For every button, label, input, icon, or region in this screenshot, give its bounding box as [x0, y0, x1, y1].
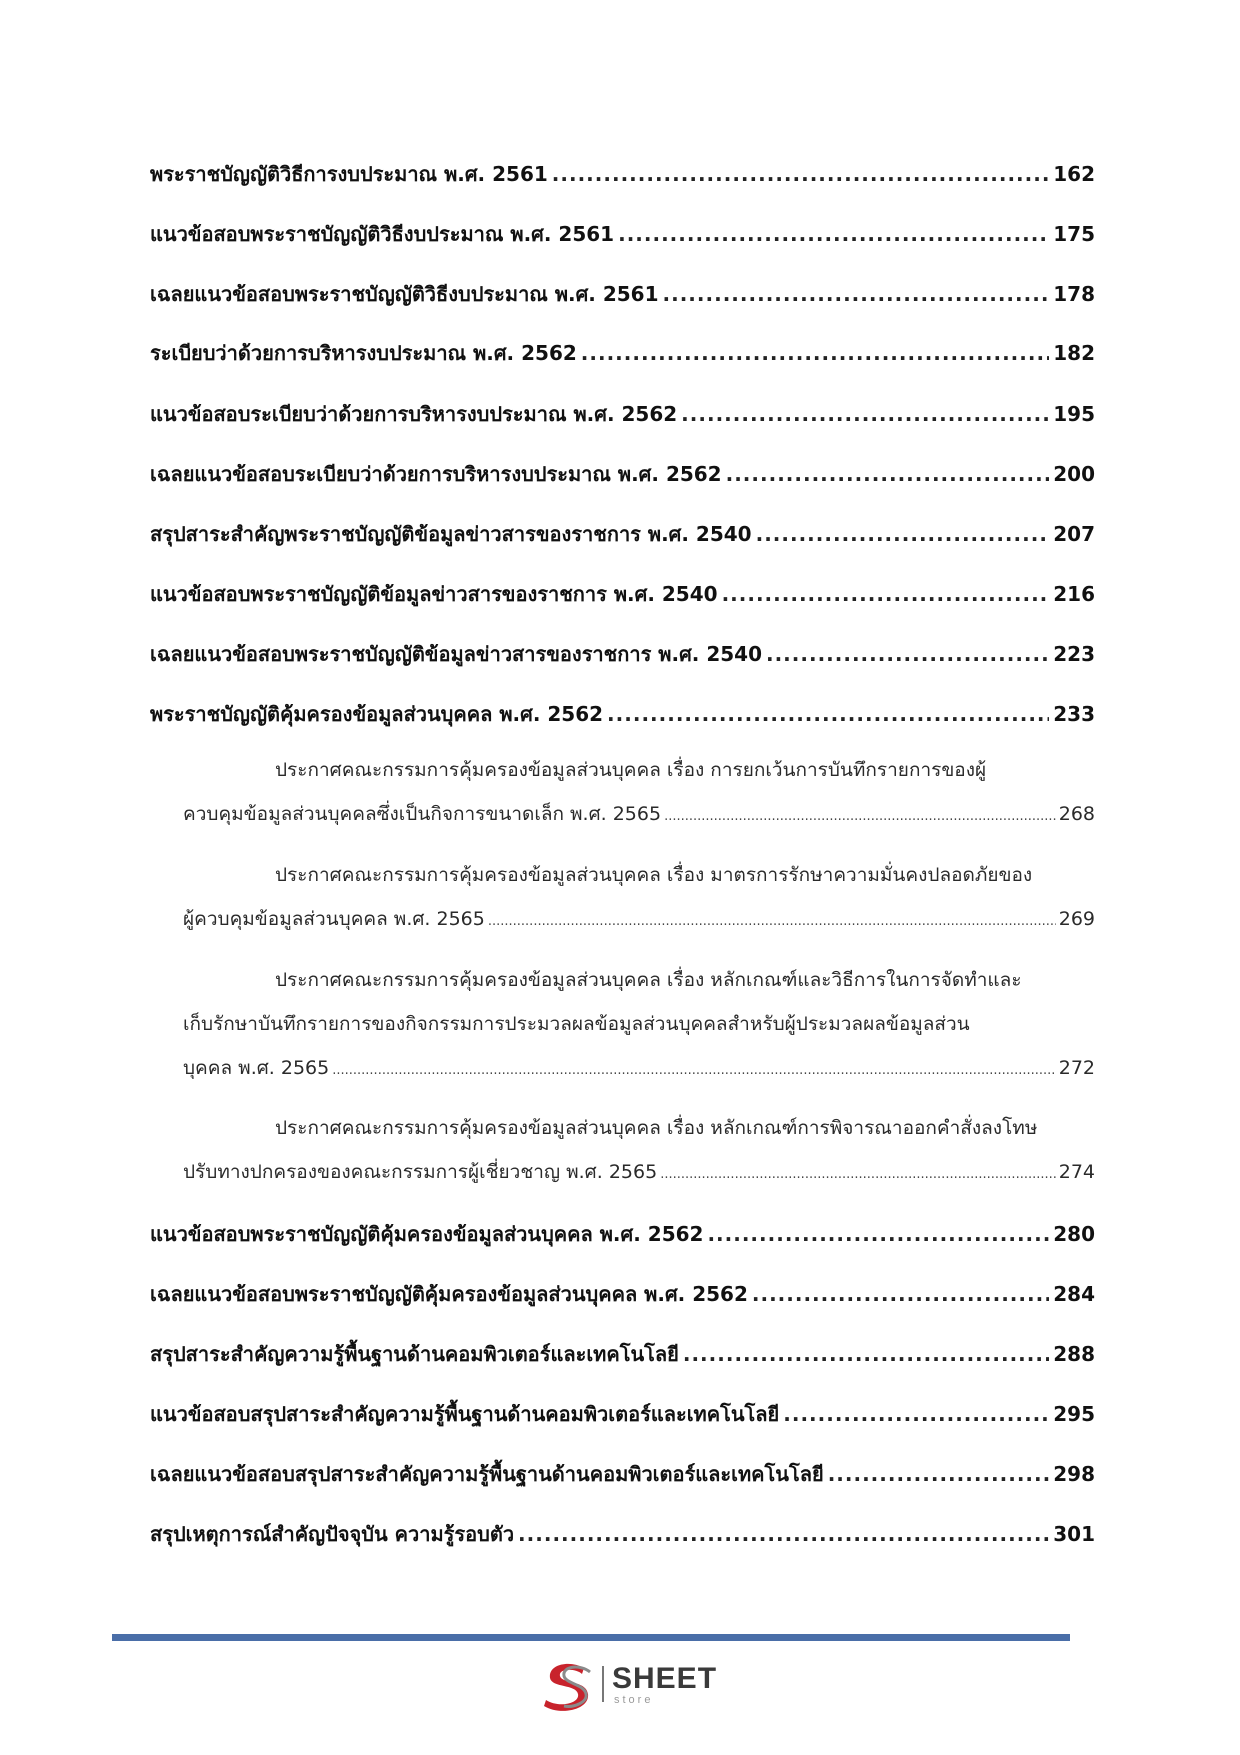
toc-entry-page: 216 [1053, 582, 1095, 606]
toc-sub-entry-page: 269 [1058, 908, 1095, 930]
toc-leader-dots [756, 522, 1050, 546]
toc-entry[interactable] [150, 458, 1095, 490]
toc-leader-dots [664, 809, 1056, 824]
toc-entry[interactable] [150, 1218, 1095, 1250]
logo-text: SHEET [612, 1662, 718, 1695]
toc-entry-title: เฉลยแนวข้อสอบระเบียบว่าด้วยการบริหารงบประมาณ พ.ศ. 2562 [150, 462, 722, 486]
logo-subtext: store [614, 1694, 654, 1706]
toc-entry[interactable] [150, 1518, 1095, 1550]
toc-leader-dots [552, 162, 1049, 186]
toc-sub-entry-line: ปรับทางปกครองของคณะกรรมการผู้เชี่ยวชาญ พ.ศ. 2565 [183, 1161, 658, 1183]
toc-entry-title: เฉลยแนวข้อสอบสรุปสาระสำคัญความรู้พื้นฐานด้านคอมพิวเตอร์และเทคโนโลยี [150, 1462, 824, 1486]
toc-leader-dots [488, 914, 1056, 929]
toc-entry-title: สรุปเหตุการณ์สำคัญปัจจุบัน ความรู้รอบตัว [150, 1522, 515, 1546]
toc-sub-entry-page: 268 [1058, 803, 1095, 825]
toc-leader-dots [683, 1342, 1049, 1366]
toc-leader-dots [581, 341, 1049, 365]
toc-entry-title: สรุปสาระสำคัญความรู้พื้นฐานด้านคอมพิวเตอร์และเทคโนโลยี [150, 1342, 679, 1366]
toc-entry-title: พระราชบัญญัติวิธีการงบประมาณ พ.ศ. 2561 [150, 162, 548, 186]
toc-sub-entry-line: ประกาศคณะกรรมการคุ้มครองข้อมูลส่วนบุคคล เรื่อง หลักเกณฑ์และวิธีการในการจัดทำและ [275, 969, 1022, 991]
toc-sub-entry-line: ประกาศคณะกรรมการคุ้มครองข้อมูลส่วนบุคคล เรื่อง มาตรการรักษาความมั่นคงปลอดภัยของ [275, 864, 1033, 886]
toc-entry-page: 295 [1053, 1402, 1095, 1426]
toc-entry-title: แนวข้อสอบพระราชบัญญัติวิธีงบประมาณ พ.ศ. 2561 [150, 222, 615, 246]
toc-leader-dots [828, 1462, 1050, 1486]
toc-entry-page: 195 [1053, 402, 1095, 426]
toc-entry[interactable] [150, 1278, 1095, 1310]
toc-leader-dots [518, 1522, 1049, 1546]
toc-entry-page: 162 [1053, 162, 1095, 186]
toc-entry-page: 223 [1053, 642, 1095, 666]
toc-leader-dots [607, 702, 1049, 726]
toc-entry[interactable] [150, 698, 1095, 730]
toc-entry[interactable] [150, 1338, 1095, 1370]
toc-entry[interactable] [150, 278, 1095, 310]
toc-entry-title: แนวข้อสอบพระราชบัญญัติคุ้มครองข้อมูลส่วนบุคคล พ.ศ. 2562 [150, 1222, 704, 1246]
toc-leader-dots [752, 1282, 1049, 1306]
toc-entry-title: เฉลยแนวข้อสอบพระราชบัญญัติข้อมูลข่าวสารของราชการ พ.ศ. 2540 [150, 642, 762, 666]
toc-entry-page: 280 [1053, 1222, 1095, 1246]
toc-entry-page: 284 [1053, 1282, 1095, 1306]
toc-entry[interactable] [150, 218, 1095, 250]
toc-leader-dots [726, 462, 1050, 486]
toc-leader-dots [681, 402, 1049, 426]
logo-divider [602, 1666, 604, 1702]
toc-entry[interactable] [150, 578, 1095, 610]
toc-leader-dots [332, 1063, 1056, 1078]
toc-entry-page: 175 [1053, 222, 1095, 246]
toc-entry-page: 301 [1053, 1522, 1095, 1546]
toc-entry-page: 200 [1053, 462, 1095, 486]
toc-entry-page: 178 [1053, 282, 1095, 306]
toc-entry-title: แนวข้อสอบสรุปสาระสำคัญความรู้พื้นฐานด้านคอมพิวเตอร์และเทคโนโลยี [150, 1402, 780, 1426]
toc-leader-dots [783, 1402, 1049, 1426]
toc-entry[interactable] [150, 518, 1095, 550]
toc-entry[interactable] [150, 398, 1095, 430]
toc-leader-dots [660, 1167, 1056, 1182]
toc-entry-title: แนวข้อสอบระเบียบว่าด้วยการบริหารงบประมาณ พ.ศ. 2562 [150, 402, 678, 426]
toc-leader-dots [722, 582, 1050, 606]
toc-sub-entry-page: 272 [1058, 1057, 1095, 1079]
toc-leader-dots [663, 282, 1050, 306]
toc-sub-entry-line: ผู้ควบคุมข้อมูลส่วนบุคคล พ.ศ. 2565 [183, 908, 485, 930]
toc-entry[interactable] [150, 1398, 1095, 1430]
toc-leader-dots [707, 1222, 1049, 1246]
toc-entry-page: 298 [1053, 1462, 1095, 1486]
sheet-store-s-icon [540, 1658, 600, 1712]
toc-sub-entry-line: บุคคล พ.ศ. 2565 [183, 1057, 330, 1079]
toc-sub-entry-line: เก็บรักษาบันทึกรายการของกิจกรรมการประมวลผลข้อมูลส่วนบุคคลสำหรับผู้ประมวลผลข้อมูลส่วน [183, 1013, 970, 1035]
toc-entry-title: เฉลยแนวข้อสอบพระราชบัญญัติวิธีงบประมาณ พ.ศ. 2561 [150, 282, 659, 306]
toc-leader-dots [766, 642, 1049, 666]
footer-rule [112, 1634, 1070, 1641]
toc-sub-entry-line: ประกาศคณะกรรมการคุ้มครองข้อมูลส่วนบุคคล เรื่อง หลักเกณฑ์การพิจารณาออกคำสั่งลงโทษ [275, 1117, 1038, 1139]
toc-entry-title: เฉลยแนวข้อสอบพระราชบัญญัติคุ้มครองข้อมูลส่วนบุคคล พ.ศ. 2562 [150, 1282, 748, 1306]
toc-entry[interactable] [150, 337, 1095, 369]
toc-entry-title: ระเบียบว่าด้วยการบริหารงบประมาณ พ.ศ. 2562 [150, 341, 577, 365]
toc-entry[interactable] [150, 638, 1095, 670]
toc-entry-page: 288 [1053, 1342, 1095, 1366]
toc-entry-title: สรุปสาระสำคัญพระราชบัญญัติข้อมูลข่าวสารของราชการ พ.ศ. 2540 [150, 522, 752, 546]
toc-entry-page: 182 [1053, 341, 1095, 365]
toc-sub-entry-line: ประกาศคณะกรรมการคุ้มครองข้อมูลส่วนบุคคล เรื่อง การยกเว้นการบันทึกรายการของผู้ [275, 759, 987, 781]
toc-sub-entry-page: 274 [1058, 1161, 1095, 1183]
toc-entry-title: พระราชบัญญัติคุ้มครองข้อมูลส่วนบุคคล พ.ศ. 2562 [150, 702, 604, 726]
toc-leader-dots [618, 222, 1049, 246]
sheet-store-logo [540, 1658, 720, 1712]
toc-entry[interactable] [150, 158, 1095, 190]
toc-entry-title: แนวข้อสอบพระราชบัญญัติข้อมูลข่าวสารของราชการ พ.ศ. 2540 [150, 582, 718, 606]
toc-entry-page: 233 [1053, 702, 1095, 726]
toc-entry[interactable] [150, 1458, 1095, 1490]
toc-entry-page: 207 [1053, 522, 1095, 546]
toc-sub-entry-line: ควบคุมข้อมูลส่วนบุคคลซึ่งเป็นกิจการขนาดเล็ก พ.ศ. 2565 [183, 803, 662, 825]
